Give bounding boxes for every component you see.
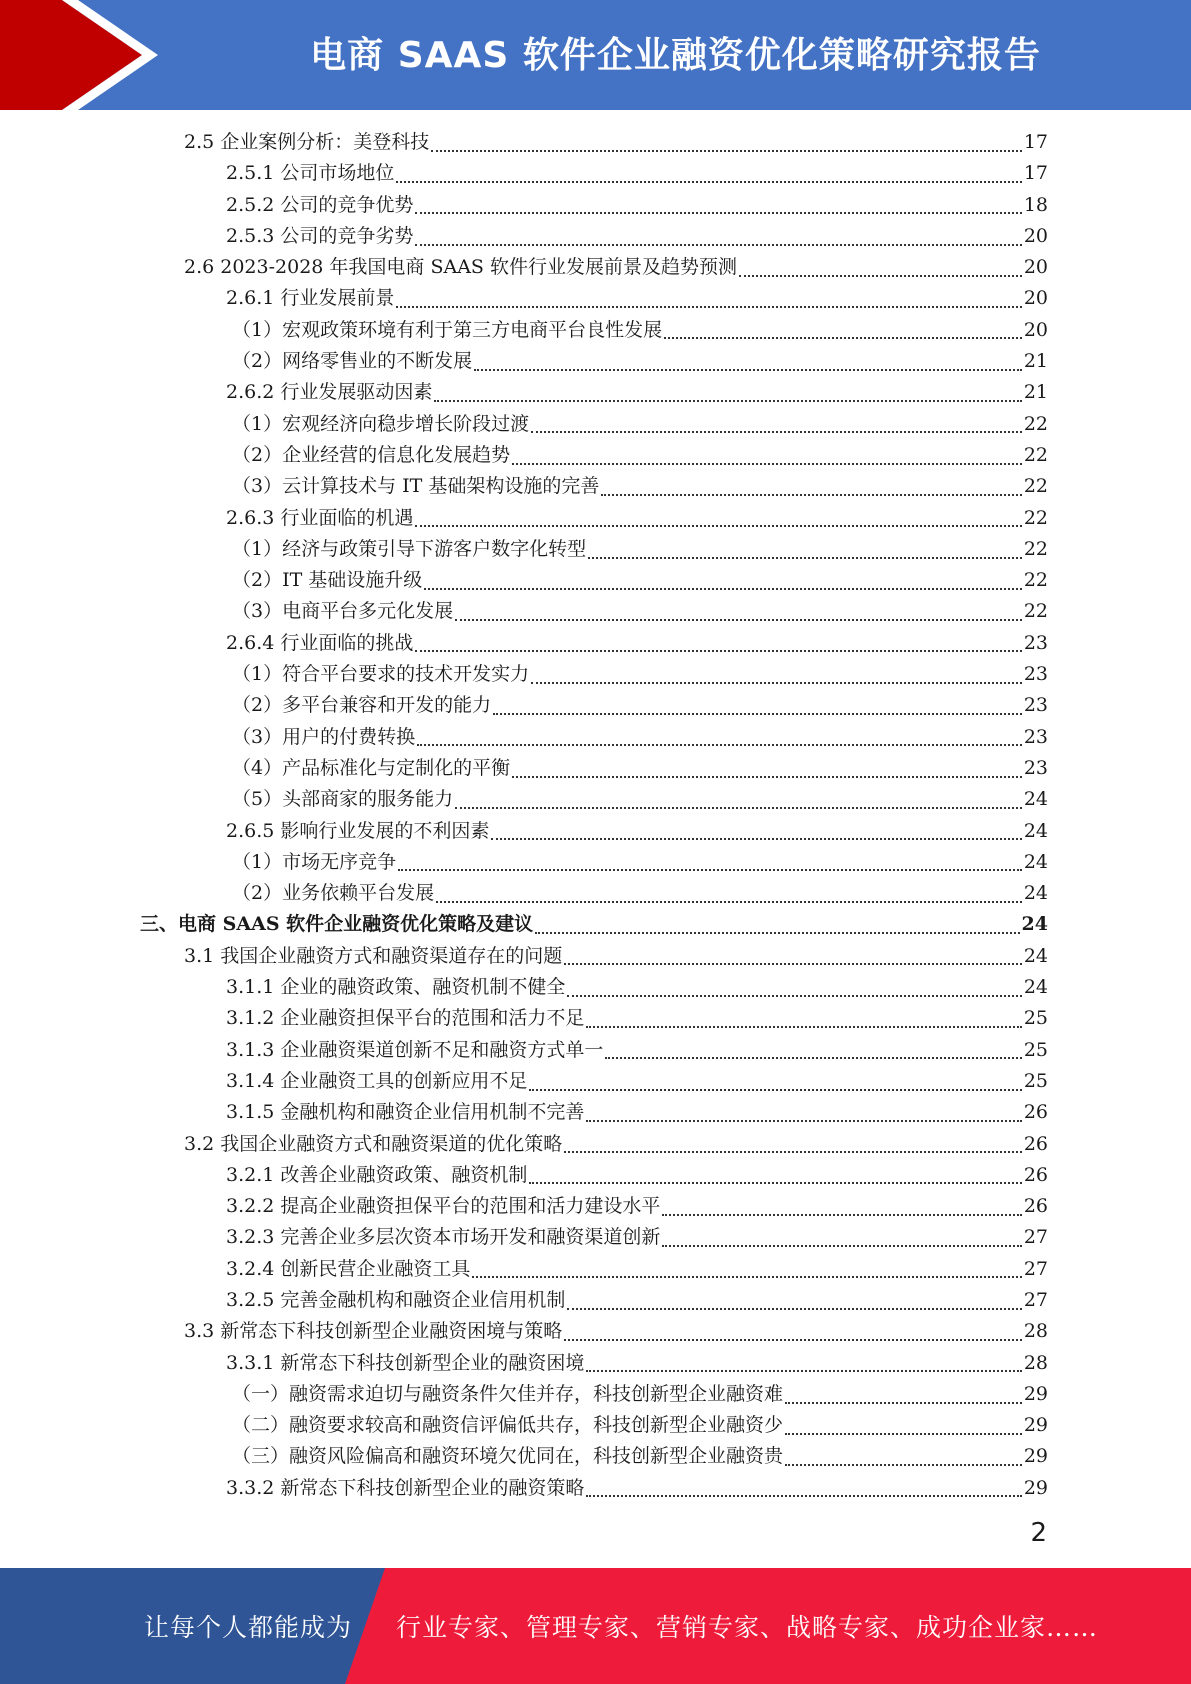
toc-dot-leader	[398, 869, 1022, 871]
toc-dot-leader	[472, 1276, 1021, 1278]
toc-entry-title: 3.2.2 提高企业融资担保平台的范围和活力建设水平	[226, 1195, 661, 1218]
toc-dot-leader	[396, 181, 1021, 183]
toc-dot-leader	[417, 744, 1022, 746]
toc-entry-page: 18	[1023, 193, 1048, 216]
toc-entry[interactable]	[140, 1160, 1048, 1191]
toc-dot-leader	[531, 431, 1022, 433]
toc-entry-page: 23	[1023, 694, 1048, 717]
toc-entry-title: （2）IT 基础设施升级	[232, 569, 423, 592]
toc-entry-page: 27	[1023, 1257, 1048, 1280]
toc-entry-page: 20	[1023, 256, 1048, 279]
toc-entry[interactable]	[140, 722, 1048, 753]
toc-dot-leader	[785, 1464, 1022, 1466]
toc-dot-leader	[605, 1057, 1021, 1059]
header-red-chevron-decoration	[0, 0, 200, 110]
toc-entry-page: 23	[1023, 756, 1048, 779]
page-number: 2	[1030, 1518, 1047, 1548]
toc-entry-page: 28	[1023, 1351, 1048, 1374]
toc-dot-leader	[474, 369, 1022, 371]
toc-entry-title: （3）电商平台多元化发展	[232, 600, 454, 623]
toc-entry-page: 22	[1023, 475, 1048, 498]
toc-entry-title: 2.6 2023-2028 年我国电商 SAAS 软件行业发展前景及趋势预测	[184, 256, 737, 279]
toc-entry[interactable]	[140, 972, 1048, 1003]
toc-dot-leader	[586, 1120, 1021, 1122]
toc-entry[interactable]	[140, 534, 1048, 565]
toc-entry[interactable]	[140, 847, 1048, 878]
toc-entry[interactable]	[140, 1285, 1048, 1316]
toc-entry[interactable]	[140, 503, 1048, 534]
toc-entry[interactable]	[140, 1410, 1048, 1441]
toc-dot-leader	[586, 1370, 1021, 1372]
toc-entry[interactable]	[140, 941, 1048, 972]
toc-entry[interactable]	[140, 377, 1048, 408]
toc-entry-page: 20	[1023, 318, 1048, 341]
toc-entry-page: 22	[1023, 412, 1048, 435]
toc-entry[interactable]	[140, 346, 1048, 377]
toc-entry[interactable]	[140, 283, 1048, 314]
toc-entry-title: （2）多平台兼容和开发的能力	[232, 694, 492, 717]
toc-entry-title: 3.1.5 金融机构和融资企业信用机制不完善	[226, 1101, 585, 1124]
toc-entry[interactable]	[140, 1003, 1048, 1034]
table-of-contents	[140, 127, 1048, 1504]
toc-entry[interactable]	[140, 878, 1048, 909]
toc-entry-page: 24	[1023, 944, 1048, 967]
toc-entry-title: 3.2 我国企业融资方式和融资渠道的优化策略	[184, 1132, 563, 1155]
toc-entry-title: 3.2.1 改善企业融资政策、融资机制	[226, 1163, 528, 1186]
toc-entry[interactable]	[140, 816, 1048, 847]
toc-entry-page: 23	[1023, 725, 1048, 748]
toc-dot-leader	[415, 244, 1021, 246]
toc-entry[interactable]	[140, 1379, 1048, 1410]
toc-dot-leader	[785, 1433, 1022, 1435]
toc-dot-leader	[564, 963, 1022, 965]
toc-entry[interactable]	[140, 409, 1048, 440]
toc-entry-page: 24	[1023, 819, 1048, 842]
toc-entry-title: （2）业务依赖平台发展	[232, 882, 435, 905]
toc-dot-leader	[455, 619, 1022, 621]
toc-dot-leader	[415, 650, 1021, 652]
page-footer	[0, 1568, 1191, 1684]
toc-entry[interactable]	[140, 1097, 1048, 1128]
toc-entry-page: 21	[1023, 350, 1048, 373]
toc-dot-leader	[529, 1089, 1021, 1091]
toc-dot-leader	[662, 1214, 1021, 1216]
toc-entry-title: 3.1.3 企业融资渠道创新不足和融资方式单一	[226, 1038, 604, 1061]
toc-entry-title: （1）经济与政策引导下游客户数字化转型	[232, 537, 587, 560]
toc-entry-page: 17	[1023, 162, 1048, 185]
toc-dot-leader	[785, 1402, 1022, 1404]
toc-entry-title: （3）云计算技术与 IT 基础架构设施的完善	[232, 475, 600, 498]
toc-entry-title: （2）企业经营的信息化发展趋势	[232, 443, 511, 466]
toc-entry-title: （1）符合平台要求的技术开发实力	[232, 663, 530, 686]
toc-dot-leader	[588, 557, 1022, 559]
toc-entry-title: （1）市场无序竞争	[232, 850, 397, 873]
toc-entry-page: 25	[1023, 1069, 1048, 1092]
toc-dot-leader	[431, 150, 1022, 152]
toc-entry[interactable]	[140, 690, 1048, 721]
toc-entry-title: 3.2.5 完善金融机构和融资企业信用机制	[226, 1288, 566, 1311]
toc-entry-page: 21	[1023, 381, 1048, 404]
toc-entry-title: （一）融资需求迫切与融资条件欠佳并存，科技创新型企业融资难	[232, 1382, 784, 1405]
footer-slogan-left: 让每个人都能成为	[144, 1613, 353, 1642]
toc-entry-title: （三）融资风险偏高和融资环境欠优同在，科技创新型企业融资贵	[232, 1445, 784, 1468]
toc-dot-leader	[396, 306, 1021, 308]
toc-entry-title: 2.6.3 行业面临的机遇	[226, 506, 414, 529]
toc-entry-page: 29	[1023, 1414, 1048, 1437]
toc-entry-title: （3）用户的付费转换	[232, 725, 416, 748]
toc-entry[interactable]	[140, 596, 1048, 627]
toc-entry[interactable]	[140, 471, 1048, 502]
toc-entry-title: 3.2.3 完善企业多层次资本市场开发和融资渠道创新	[226, 1226, 661, 1249]
toc-entry-page: 27	[1023, 1288, 1048, 1311]
toc-entry-title: （2）网络零售业的不断发展	[232, 350, 473, 373]
toc-entry[interactable]	[140, 1222, 1048, 1253]
toc-entry-page: 22	[1023, 443, 1048, 466]
toc-entry[interactable]	[140, 1129, 1048, 1160]
toc-entry[interactable]	[140, 659, 1048, 690]
toc-entry-page: 20	[1023, 287, 1048, 310]
toc-entry-title: 2.6.5 影响行业发展的不利因素	[226, 819, 490, 842]
toc-entry-title: 3.1 我国企业融资方式和融资渠道存在的问题	[184, 944, 563, 967]
toc-entry-title: 2.6.1 行业发展前景	[226, 287, 395, 310]
toc-entry[interactable]	[140, 221, 1048, 252]
toc-entry-page: 25	[1023, 1007, 1048, 1030]
toc-entry-page: 24	[1023, 976, 1048, 999]
toc-dot-leader	[424, 588, 1022, 590]
toc-entry-page: 22	[1023, 600, 1048, 623]
toc-dot-leader	[567, 1308, 1021, 1310]
toc-entry-page: 26	[1023, 1163, 1048, 1186]
toc-entry-page: 25	[1023, 1038, 1048, 1061]
footer-slogan-right: 行业专家、管理专家、营销专家、战略专家、成功企业家……	[396, 1613, 1099, 1642]
toc-dot-leader	[434, 400, 1021, 402]
toc-entry[interactable]	[140, 909, 1048, 940]
toc-entry-page: 23	[1023, 663, 1048, 686]
toc-entry-title: 3.1.1 企业的融资政策、融资机制不健全	[226, 976, 566, 999]
toc-entry-title: （4）产品标准化与定制化的平衡	[232, 756, 511, 779]
toc-entry-title: 2.5.2 公司的竞争优势	[226, 193, 414, 216]
toc-dot-leader	[493, 713, 1022, 715]
toc-dot-leader	[512, 463, 1022, 465]
toc-entry-title: 3.1.2 企业融资担保平台的范围和活力不足	[226, 1007, 585, 1030]
toc-entry-page: 17	[1023, 131, 1048, 153]
page-header	[0, 0, 1191, 110]
toc-entry-page: 26	[1023, 1195, 1048, 1218]
toc-entry-page: 22	[1023, 506, 1048, 529]
toc-entry-title: （1）宏观政策环境有利于第三方电商平台良性发展	[232, 318, 663, 341]
toc-entry-page: 29	[1023, 1382, 1048, 1405]
toc-entry-title: （1）宏观经济向稳步增长阶段过渡	[232, 412, 530, 435]
toc-dot-leader	[601, 494, 1021, 496]
toc-entry-title: （二）融资要求较高和融资信评偏低共存，科技创新型企业融资少	[232, 1414, 784, 1437]
toc-entry[interactable]	[140, 1441, 1048, 1472]
toc-dot-leader	[512, 776, 1022, 778]
toc-entry-page: 29	[1023, 1445, 1048, 1468]
toc-entry-page: 22	[1023, 537, 1048, 560]
toc-entry[interactable]	[140, 565, 1048, 596]
toc-entry[interactable]	[140, 1473, 1048, 1504]
report-title: 电商 SAAS 软件企业融资优化策略研究报告	[310, 34, 1041, 76]
toc-entry-title: （5）头部商家的服务能力	[232, 788, 454, 811]
toc-entry[interactable]	[140, 1035, 1048, 1066]
toc-dot-leader	[436, 901, 1022, 903]
toc-entry-title: 2.6.4 行业面临的挑战	[226, 631, 414, 654]
toc-entry-page: 22	[1023, 569, 1048, 592]
toc-dot-leader	[529, 1182, 1021, 1184]
toc-entry-title: 2.5.3 公司的竞争劣势	[226, 224, 414, 247]
toc-entry-page: 23	[1023, 631, 1048, 654]
toc-dot-leader	[415, 525, 1021, 527]
toc-entry-title: 3.2.4 创新民营企业融资工具	[226, 1257, 471, 1280]
toc-entry-title: 2.5 企业案例分析：美登科技	[184, 131, 430, 153]
toc-entry[interactable]	[140, 1066, 1048, 1097]
toc-entry[interactable]	[140, 315, 1048, 346]
toc-entry[interactable]	[140, 1191, 1048, 1222]
toc-entry-page: 24	[1021, 913, 1048, 936]
toc-entry-page: 20	[1023, 224, 1048, 247]
toc-entry-title: 3.3.2 新常态下科技创新型企业的融资策略	[226, 1476, 585, 1499]
toc-dot-leader	[564, 1339, 1022, 1341]
toc-entry[interactable]	[140, 158, 1048, 189]
toc-entry[interactable]	[140, 1348, 1048, 1379]
toc-entry-page: 24	[1023, 788, 1048, 811]
toc-entry-title: 2.5.1 公司市场地位	[226, 162, 395, 185]
toc-entry-page: 24	[1023, 882, 1048, 905]
toc-dot-leader	[531, 682, 1022, 684]
toc-entry-title: 3.3.1 新常态下科技创新型企业的融资困境	[226, 1351, 585, 1374]
toc-entry-page: 24	[1023, 850, 1048, 873]
toc-entry[interactable]	[140, 1254, 1048, 1285]
toc-entry[interactable]	[140, 1316, 1048, 1347]
toc-dot-leader	[739, 275, 1022, 277]
toc-dot-leader	[535, 932, 1019, 934]
toc-dot-leader	[586, 1026, 1021, 1028]
toc-entry-page: 28	[1023, 1320, 1048, 1343]
toc-entry[interactable]	[140, 252, 1048, 283]
toc-entry-title: 3.3 新常态下科技创新型企业融资困境与策略	[184, 1320, 563, 1343]
toc-entry[interactable]	[140, 127, 1048, 158]
toc-dot-leader	[586, 1495, 1021, 1497]
toc-entry-title: 3.1.4 企业融资工具的创新应用不足	[226, 1069, 528, 1092]
toc-dot-leader	[662, 1245, 1021, 1247]
toc-entry[interactable]	[140, 784, 1048, 815]
toc-entry-page: 26	[1023, 1101, 1048, 1124]
toc-entry-page: 26	[1023, 1132, 1048, 1155]
toc-dot-leader	[664, 337, 1022, 339]
toc-dot-leader	[564, 1151, 1022, 1153]
toc-dot-leader	[455, 807, 1022, 809]
toc-entry-title: 三、电商 SAAS 软件企业融资优化策略及建议	[140, 913, 534, 936]
toc-entry-page: 27	[1023, 1226, 1048, 1249]
toc-dot-leader	[491, 838, 1021, 840]
toc-entry-page: 29	[1023, 1476, 1048, 1499]
toc-entry[interactable]	[140, 440, 1048, 471]
toc-entry[interactable]	[140, 753, 1048, 784]
toc-entry[interactable]	[140, 628, 1048, 659]
toc-entry[interactable]	[140, 190, 1048, 221]
toc-dot-leader	[567, 995, 1021, 997]
toc-dot-leader	[415, 212, 1021, 214]
toc-entry-title: 2.6.2 行业发展驱动因素	[226, 381, 433, 404]
